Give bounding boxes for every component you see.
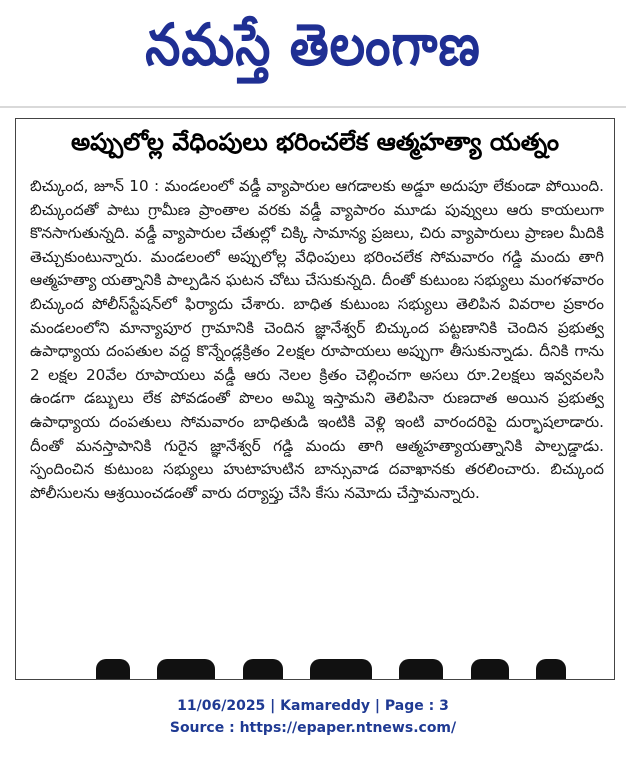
edition-info: 11/06/2025 | Kamareddy | Page : 3 <box>177 698 449 714</box>
article-body: బిచ్కుంద, జూన్ 10 : మండలంలో వడ్డీ వ్యాపారుల ఆగడాలకు అడ్డూ అదుపూ లేకుండా పోయింది. బిచ్కుందతో పాటు గ్రామీణ ప్రాంతాల వరకు వడ్డీ వ్యాపారం మూడు పువ్వులు ఆరు కాయలుగా కొనసాగుతున్నది. వడ్డీ వ్యాపారుల చేతుల్లో చిక్కి సామాన్య ప్రజలు, చిరు వ్యాపారులు ప్రాణల మీదికి తెచ్చుకుంటున్నారు. మండలంలో అప్పులోల్ల వేధింపులు భరించలేక సోమవారం గడ్డి మందు తాగి ఆత్మహత్యా యత్నానికి పాల్పడిన ఘటన చోటు చేసుకున్నది. దీంతో కుటుంబ సభ్యులు మంగళవారం బిచ్కుంద పోలీస్‌స్టేషన్‌లో ఫిర్యాదు చేశారు. బాధిత కుటుంబ సభ్యులు తెలిపిన వివరాల ప్రకారం మండలంలోని మాన్యాపూర గ్రామానికి చెందిన జ్ఞానేశ్వర్ బిచ్కుంద పట్టణానికి చెందిన ప్రభుత్వ ఉపాధ్యాయ దంపతుల వద్ద కొన్నేండ్లక్రితం 2లక్షల రూపాయలు అప్పుగా తీసుకున్నాడు. దీనికి గాను 2 లక్షల 20వేల రూపాయలు వడ్డీ ఆరు నెలల క్రితం చెల్లించగా అసలు రూ.2లక్షలు ఇవ్వవలసి ఉండగా డబ్బులు లేక పోవడంతో పొలం అమ్మి ఇస్తామని తెలిపినా రుణదాత అయిన ప్రభుత్వ ఉపాధ్యాయ దంపతులు సోమవారం బాధితుడి ఇంటికి వెళ్లి ఇంటి వారందరిపై దుర్భాషలాడారు. దీంతో మనస్తాపానికి గురైన జ్ఞానేశ్వర్ గడ్డి మందు తాగి ఆత్మహత్యాయత్నానికి పాల్పడ్డాడు. స్పందించిన కుటుంబ సభ్యులు హుటాహుటిన బాన్సువాడ దవాఖానకు తరలించారు. బిచ్కుంద పోలీసులను ఆశ్రయించడంతో వారు దర్యాప్తు చేసి కేసు నమోదు చేస్తామన్నారు. <box>30 177 604 502</box>
cut-off-next-headline <box>96 659 566 680</box>
source-link[interactable]: Source : https://epaper.ntnews.com/ <box>169 720 457 736</box>
newspaper-logo: నమస్తే తెలంగాణ <box>145 11 481 78</box>
article-clipping <box>15 118 615 680</box>
masthead-divider <box>0 106 626 108</box>
masthead <box>0 0 626 104</box>
article-headline: అప్పులోల్ల వేధింపులు భరించలేక ఆత్మహత్యా యత్నం <box>70 128 559 156</box>
